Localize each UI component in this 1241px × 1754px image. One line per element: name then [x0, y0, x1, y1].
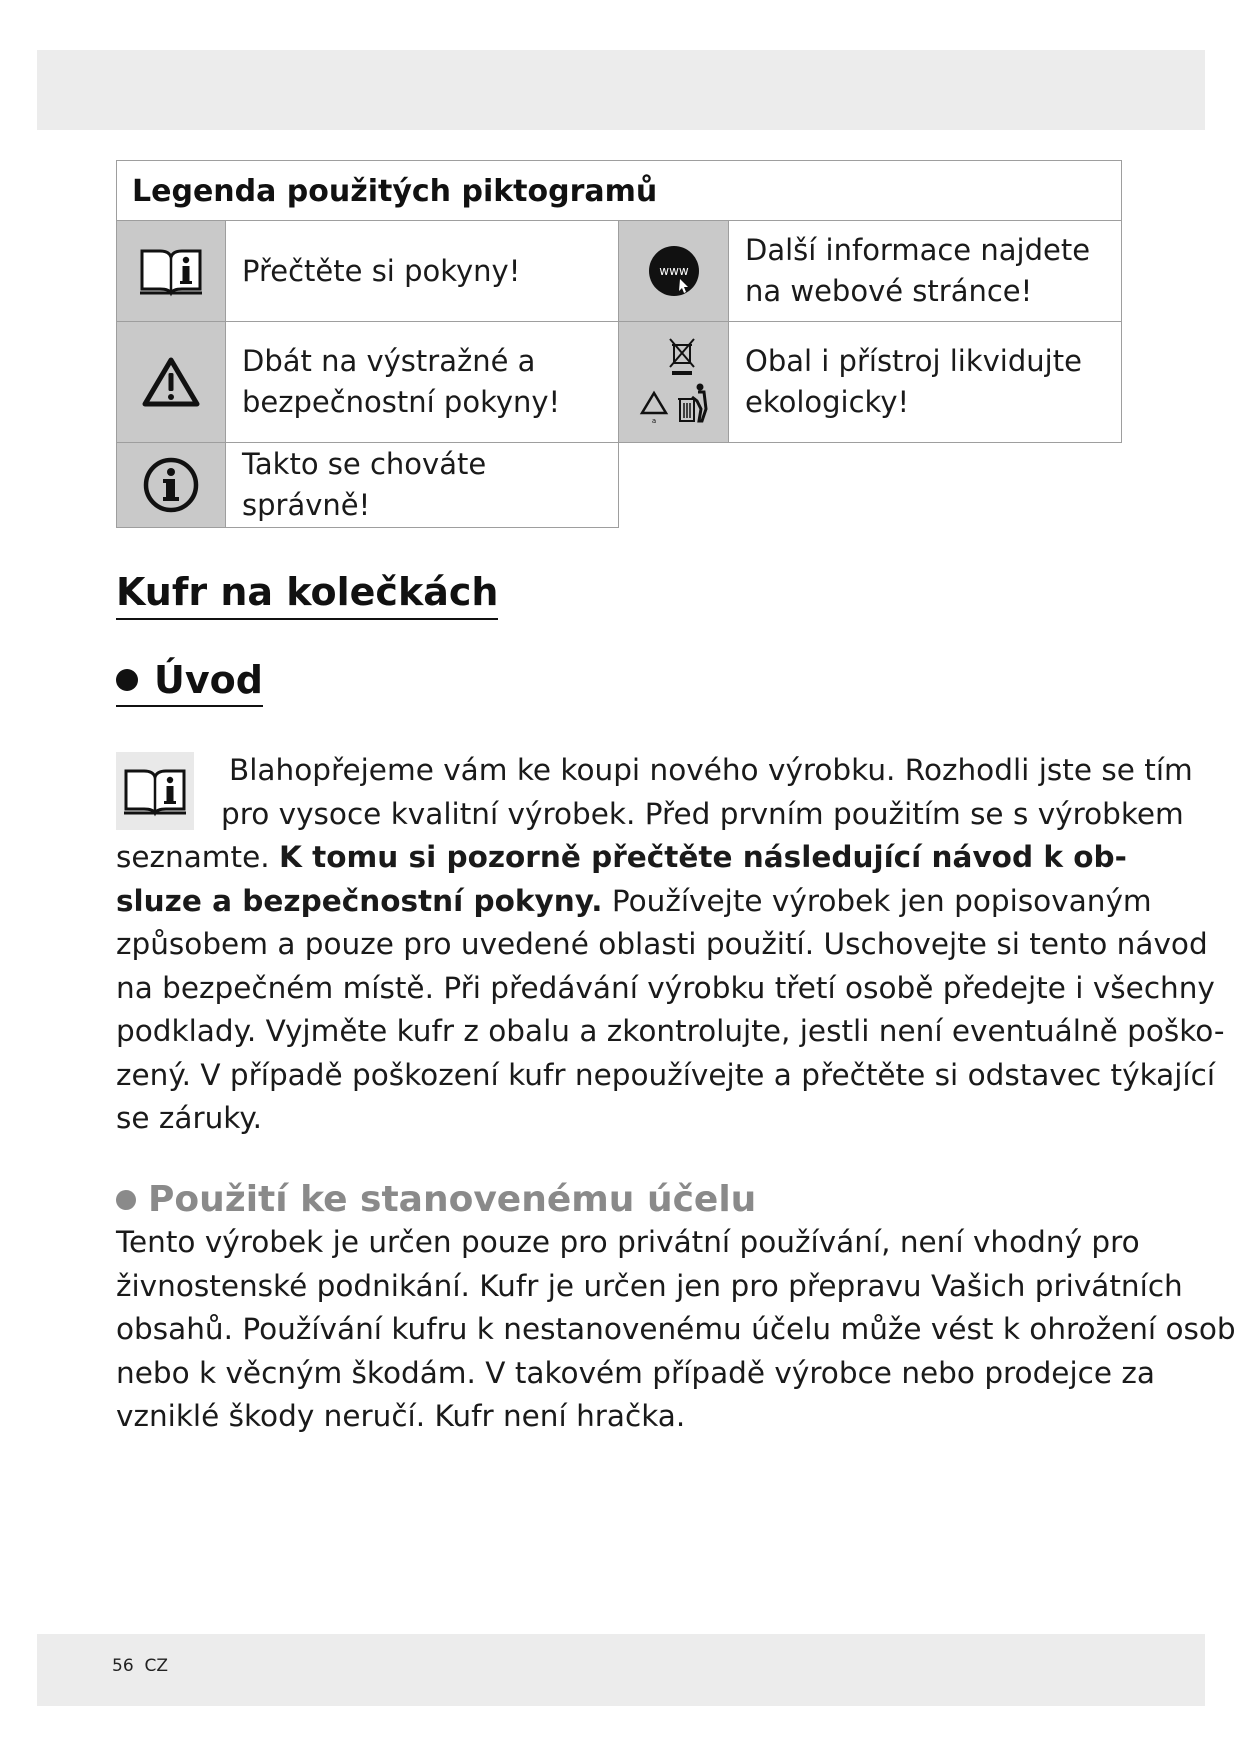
text-line [116, 880, 1152, 924]
info-circle-icon [116, 443, 226, 528]
pictogram-legend-table [116, 160, 1122, 528]
legend-title: Legenda použitých piktogramů [116, 160, 1122, 221]
legend-row [116, 221, 1122, 322]
bold-text-run: sluze a bezpečnostní pokyny. [116, 883, 603, 918]
text-line: živnostenské podnikání. Kufr je určen jen pro přepravu Vašich privátních [116, 1268, 1183, 1303]
legend-row [116, 322, 1122, 443]
bullet-icon [116, 669, 138, 691]
intro-paragraph [116, 749, 1225, 1141]
legend-row [116, 443, 619, 528]
section-heading-text: Použití ke stanovenému účelu [148, 1179, 757, 1220]
page-language: CZ [144, 1656, 168, 1676]
page-number [112, 1656, 168, 1676]
warning-icon [116, 322, 226, 443]
legend-text: Další informace najdete na webové stránce! [729, 221, 1122, 322]
use-paragraph [116, 1221, 1236, 1439]
text-line [116, 836, 1126, 880]
legend-text: Takto se chováte správně! [226, 443, 619, 528]
product-title: Kufr na kolečkách [116, 568, 498, 620]
text-line: zený. V případě poškození kufr nepoužívejte a přečtěte si odstavec týkající [116, 1057, 1216, 1092]
bullet-icon [116, 1190, 136, 1210]
text-line: se záruky. [116, 1101, 262, 1135]
text-line: na bezpečném místě. Při předávání výrobku třetí osobě předejte i všechny [116, 970, 1215, 1005]
legend-text: Dbát na výstražné a bezpečnostní pokyny! [226, 322, 619, 443]
section-heading-intro [116, 656, 263, 707]
text-run: seznamte. [116, 840, 279, 874]
recycling-icon [619, 322, 729, 443]
text-line: způsobem a pouze pro uvedené oblasti použití. Uschovejte si tento návod [116, 927, 1208, 961]
bold-text-run: K tomu si pozorně přečtěte následující návod k ob- [279, 840, 1127, 874]
section-heading-text: Úvod [154, 658, 263, 702]
text-run: Používejte výrobek jen popisovaným [602, 883, 1152, 918]
legend-text: Přečtěte si pokyny! [226, 221, 619, 322]
footer-band [37, 1634, 1205, 1706]
www-icon [619, 221, 729, 322]
text-line: nebo k věcným škodám. V takovém případě výrobce nebo prodejce za [116, 1355, 1155, 1390]
legend-text: Obal i přístroj likvidujte ekologicky! [729, 322, 1122, 443]
text-line: obsahů. Používání kufru k nestanovenému účelu může vést k ohrožení osob [116, 1312, 1236, 1346]
book-info-icon [116, 221, 226, 322]
section-heading-use [116, 1176, 756, 1224]
header-band [37, 50, 1205, 130]
text-line: pro vysoce kvalitní výrobek. Před prvním použitím se s výrobkem [221, 796, 1184, 831]
text-line: Tento výrobek je určen pouze pro privátní používání, není vhodný pro [116, 1225, 1140, 1259]
svg-text:a: a [651, 417, 656, 425]
text-line: Blahopřejeme vám ke koupi nového výrobku. Rozhodli jste se tím [229, 753, 1193, 787]
text-line: podklady. Vyjměte kufr z obalu a zkontrolujte, jestli není eventuálně poško- [116, 1014, 1225, 1048]
page-number-value: 56 [112, 1656, 134, 1676]
www-label: www [658, 264, 689, 278]
text-line: vzniklé škody neručí. Kufr není hračka. [116, 1399, 686, 1433]
